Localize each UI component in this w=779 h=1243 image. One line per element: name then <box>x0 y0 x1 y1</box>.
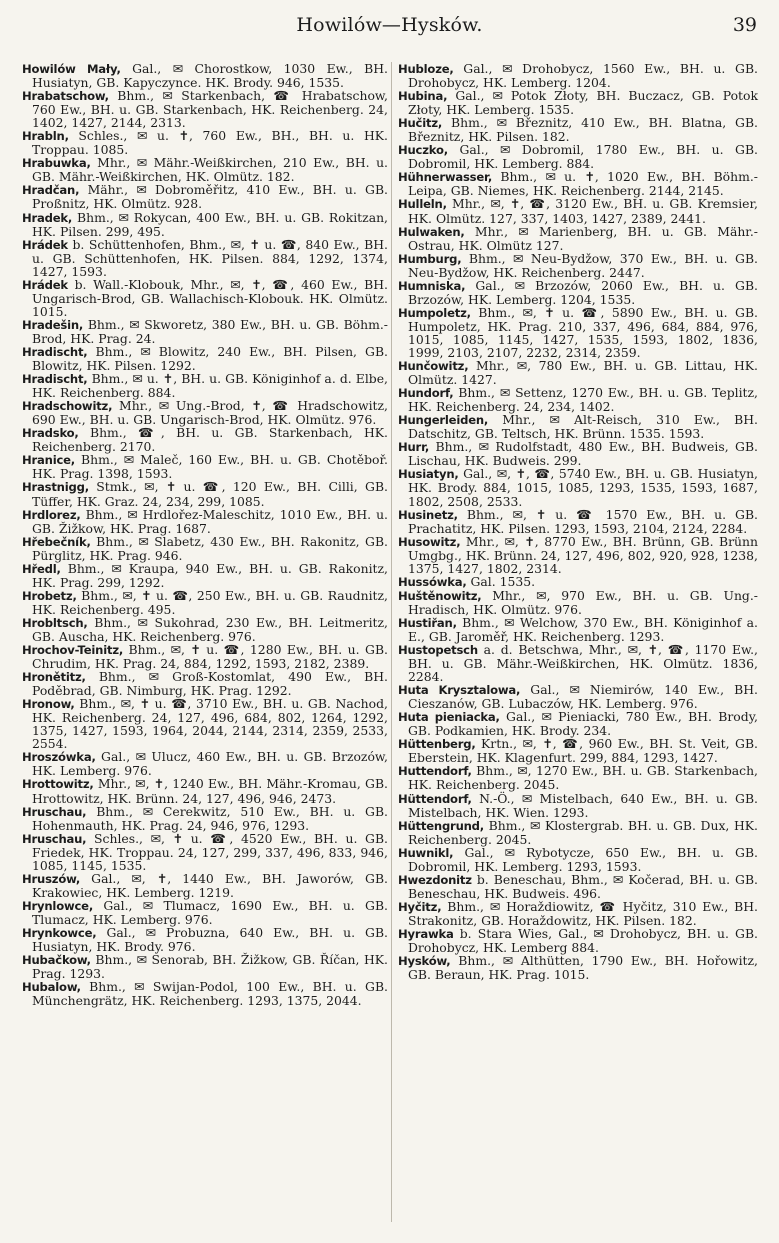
entry-details: Bhm., ✉ Skworetz, 380 Ew., BH. u. GB. Böhm.-Brod, HK. Prag. 24. <box>32 316 388 346</box>
gazetteer-entry <box>398 252 758 279</box>
place-name: Hüttengrund, <box>398 818 484 833</box>
place-name: Hwezdonitz <box>398 872 472 887</box>
place-name: Huštěnowitz, <box>398 588 482 603</box>
entry-details: Gal., ✉ Rybotycze, 650 Ew., BH. u. GB. Dobromil, HK. Lemberg. 1293, 1593. <box>408 844 758 874</box>
entry-details: Gal., ✉ Dobromil, 1780 Ew., BH. u. GB. Dobromil, HK. Lemberg. 884. <box>408 142 758 172</box>
gazetteer-entry <box>22 899 388 926</box>
gazetteer-entry <box>22 480 388 507</box>
entry-details: Mhr., ✉ Marienberg, BH. u. GB. Mähr.-Ostrau, HK. Olmütz 127. <box>408 223 758 253</box>
place-name: Hustopetsch <box>398 643 478 658</box>
place-name: Hubalow, <box>22 980 81 995</box>
place-name: Humburg, <box>398 251 462 266</box>
entry-details: Bhm., ✉ u. ✝, 1020 Ew., BH. Böhm.-Leipa, GB. Niemes, HK. Reichenberg. 2144, 2145. <box>408 169 758 199</box>
place-name: Hrottowitz, <box>22 777 94 792</box>
place-name: Hulleln, <box>398 197 447 212</box>
place-name: Hundorf, <box>398 386 454 401</box>
gazetteer-entry <box>22 953 388 980</box>
gazetteer-entry <box>22 777 388 804</box>
column-divider <box>391 62 392 1222</box>
entry-details: Bhm., ✉ Cerekwitz, 510 Ew., BH. u. GB. Hohenmauth, HK. Prag. 24, 946, 976, 1293. <box>32 803 388 833</box>
gazetteer-entry <box>22 508 388 535</box>
entry-details: Bhm., ✉ Starkenbach, ☎ Hrabatschow, 760 Ew., BH. u. GB. Starkenbach, HK. Reichenberg. 24, 1402, 1427, 2144, 2313. <box>32 88 388 131</box>
gazetteer-entry <box>398 62 758 89</box>
entry-details: Bhm., ✉, ✝ u. ☎, 250 Ew., BH. u. GB. Raudnitz, HK. Reichenberg. 495. <box>32 587 388 617</box>
gazetteer-entry <box>398 467 758 507</box>
entry-details: a. d. Betschwa, Mhr., ✉, ✝, ☎, 1170 Ew., BH. u. GB. Mähr.-Weißkirchen, HK. Olmütz. 1836, 2284. <box>408 642 758 685</box>
place-name: Hřebečník, <box>22 534 91 549</box>
gazetteer-entry <box>398 683 758 710</box>
gazetteer-entry <box>398 589 758 616</box>
place-name: Hubina, <box>398 89 448 104</box>
entry-details: Gal., ✉ Chorostkow, 1030 Ew., BH. Husiatyn, GB. Kapyczynce. HK. Brody. 946, 1535. <box>32 61 388 91</box>
place-name: Hronow, <box>22 697 75 712</box>
gazetteer-entry <box>398 116 758 143</box>
place-name: Hradischt, <box>22 372 88 387</box>
gazetteer-entry <box>22 426 388 453</box>
left-column <box>22 62 388 1007</box>
place-name: Hrabln, <box>22 129 69 144</box>
place-name: Hrabuwka, <box>22 156 91 171</box>
gazetteer-entry <box>398 927 758 954</box>
entry-details: Bhm., ✉, ✝ u. ☎ 1570 Ew., BH. u. GB. Prachatitz, HK. Pilsen. 1293, 1593, 2104, 2124, 2284. <box>408 506 758 536</box>
entry-details: Bhm., ✉ Groß-Kostomlat, 490 Ew., BH. Poděbrad, GB. Nimburg, HK. Prag. 1292. <box>32 669 388 699</box>
place-name: Hühnerwasser, <box>398 170 493 185</box>
entry-details: Bhm., ✉, ✝ u. ☎, 1280 Ew., BH. u. GB. Chrudim, HK. Prag. 24, 884, 1292, 1593, 2182, 2389. <box>32 642 388 672</box>
entry-details: b. Wall.-Klobouk, Mhr., ✉, ✝, ☎, 460 Ew., BH. Ungarisch-Brod, GB. Wallachisch-Klobouk. HK. Olmütz. 1015. <box>32 276 388 319</box>
entry-details: Bhm., ✉, ✝ u. ☎, 5890 Ew., BH. u. GB. Humpoletz, HK. Prag. 210, 337, 496, 684, 884, 976, 1015, 1085, 1145, 1427, 1535, 1593, 1802, 1836, 1999, 2103, 2107, 2232, 2314, 2359. <box>408 304 758 360</box>
page-number: 39 <box>732 14 757 36</box>
place-name: Hradešin, <box>22 317 84 332</box>
entry-details: Gal., ✉ Potok Złoty, BH. Buczacz, GB. Potok Złoty, HK. Lemberg. 1535. <box>408 88 758 118</box>
gazetteer-entry <box>22 372 388 399</box>
entry-details: Gal., ✉ Niemirów, 140 Ew., BH. Cieszanów, GB. Lubaczów, HK. Lemberg. 976. <box>408 682 758 712</box>
place-name: Hradek, <box>22 210 73 225</box>
place-name: Hrynlowce, <box>22 898 94 913</box>
place-name: Huczko, <box>398 143 448 158</box>
place-name: Hučitz, <box>398 116 443 131</box>
gazetteer-entry <box>22 535 388 562</box>
place-name: Hradischt, <box>22 344 88 359</box>
gazetteer-entry <box>398 737 758 764</box>
gazetteer-entry <box>398 225 758 252</box>
gazetteer-entry <box>22 129 388 156</box>
gazetteer-entry <box>398 846 758 873</box>
entry-details: N.-Ö., ✉ Mistelbach, 640 Ew., BH. u. GB. Mistelbach, HK. Wien. 1293. <box>408 790 758 820</box>
gazetteer-entry <box>22 616 388 643</box>
gazetteer-entry <box>22 805 388 832</box>
place-name: Hrobltsch, <box>22 615 88 630</box>
entry-details: Bhm., ✉ Slabetz, 430 Ew., BH. Rakonitz, GB. Pürglitz, HK. Prag. 946. <box>32 533 388 563</box>
gazetteer-entry <box>398 89 758 116</box>
place-name: Howilów Mały, <box>22 62 121 76</box>
gazetteer-entry <box>398 143 758 170</box>
entry-details: Bhm., ✉ Senorab, BH. Žižkow, GB. Říčan, HK. Prag. 1293. <box>32 952 388 982</box>
entry-details: Bhm., ✉ Rokycan, 400 Ew., BH. u. GB. Rokitzan, HK. Pilsen. 299, 495. <box>32 209 388 239</box>
gazetteer-entry <box>22 872 388 899</box>
place-name: Humniska, <box>398 278 466 293</box>
gazetteer-entry <box>22 980 388 1007</box>
place-name: Hubačkow, <box>22 953 91 968</box>
place-name: Hroszówka, <box>22 750 96 765</box>
gazetteer-entry <box>398 386 758 413</box>
entry-details: Mhr., ✉, ✝, ☎, 3120 Ew., BH. u. GB. Kremsier, HK. Olmütz. 127, 337, 1403, 1427, 2389, 2441. <box>408 196 758 226</box>
gazetteer-entry <box>398 197 758 224</box>
gazetteer-entry <box>22 750 388 777</box>
place-name: Huta Krysztalowa, <box>398 683 521 698</box>
gazetteer-entry <box>22 238 388 278</box>
entry-details: Bhm., ✉ Březnitz, 410 Ew., BH. Blatna, GB. Březnitz, HK. Pilsen. 182. <box>408 115 758 145</box>
entry-details: Bhm., ✉ Hrdlořez-Maleschitz, 1010 Ew., BH. u. GB. Žižkow, HK. Prag. 1687. <box>32 506 388 536</box>
gazetteer-entry <box>22 156 388 183</box>
place-name: Huwnikl, <box>398 845 454 860</box>
entry-details: Bhm., ✉ Sukohrad, 230 Ew., BH. Leitmeritz, GB. Auscha, HK. Reichenberg. 976. <box>32 614 388 644</box>
gazetteer-entry <box>398 170 758 197</box>
gazetteer-entry <box>398 819 758 846</box>
place-name: Hruszów, <box>22 871 81 886</box>
gazetteer-entry <box>22 278 388 318</box>
place-name: Hrochov-Teinitz, <box>22 643 124 658</box>
place-name: Hrdlorez, <box>22 507 81 522</box>
entry-details: Schles., ✉ u. ✝, 760 Ew., BH., BH. u. HK. Troppau. 1085. <box>32 128 388 158</box>
entry-details: Gal., ✉ Brzozów, 2060 Ew., BH. u. GB. Brzozów, HK. Lemberg. 1204, 1535. <box>408 277 758 307</box>
right-column <box>398 62 758 981</box>
page-title: Howilów—Hysków. <box>296 14 483 36</box>
entry-details: Mhr., ✉, 780 Ew., BH. u. GB. Littau, HK. Olmütz. 1427. <box>408 358 758 388</box>
place-name: Hronětitz, <box>22 670 86 685</box>
place-name: Huttendorf, <box>398 764 472 779</box>
entry-details: Gal., ✉, ✝, ☎, 5740 Ew., BH. u. GB. Husiatyn, HK. Brody. 884, 1015, 1085, 1293, 1535, 1593, 1687, 1802, 2508, 2533. <box>408 466 758 509</box>
entry-details: Bhm., ✉ Neu-Bydžow, 370 Ew., BH. u. GB. Neu-Bydžow, HK. Reichenberg. 2447. <box>408 250 758 280</box>
place-name: Hředl, <box>22 561 61 576</box>
gazetteer-entry <box>22 453 388 480</box>
gazetteer-entry <box>398 710 758 737</box>
entry-details: Bhm., ✉ Klostergrab. BH. u. GB. Dux, HK. Reichenberg. 2045. <box>408 817 758 847</box>
entry-details: Bhm., ✉ Rudolfstadt, 480 Ew., BH. Budweis, GB. Lischau, HK. Budweis. 299. <box>408 439 758 469</box>
place-name: Hysków, <box>398 954 451 969</box>
place-name: Hunčowitz, <box>398 359 469 374</box>
entry-details: Bhm., ✉ Horaždiowitz, ☎ Hyčitz, 310 Ew., BH. Strakonitz, GB. Horaždowitz, HK. Pilsen. 182. <box>408 898 758 928</box>
entry-details: b. Schüttenhofen, Bhm., ✉, ✝ u. ☎, 840 Ew., BH. u. GB. Schüttenhofen, HK. Pilsen. 884, 1292, 1374, 1427, 1593. <box>32 236 388 279</box>
place-name: Hubloze, <box>398 62 454 76</box>
entry-details: Mhr., ✉, ✝, 1240 Ew., BH. Mähr.-Kromau, GB. Hrottowitz, HK. Brünn. 24, 127, 496, 946, 2473. <box>32 776 388 806</box>
gazetteer-entry <box>22 562 388 589</box>
entry-details: Bhm., ✉, 1270 Ew., BH. u. GB. Starkenbach, HK. Reichenberg. 2045. <box>408 763 758 793</box>
place-name: Hurr, <box>398 440 430 455</box>
entry-details: Bhm., ✉ Maleč, 160 Ew., BH. u. GB. Chotěboř. HK. Prag. 1398, 1593. <box>32 452 388 482</box>
gazetteer-entry <box>22 318 388 345</box>
gazetteer-entry <box>398 306 758 359</box>
place-name: Hüttenberg, <box>398 737 476 752</box>
entry-details: Schles., ✉, ✝ u. ☎, 4520 Ew., BH. u. GB. Friedek, HK. Troppau. 24, 127, 299, 337, 496, 833, 946, 1085, 1145, 1535. <box>32 830 388 873</box>
place-name: Husiatyn, <box>398 467 459 482</box>
page-header <box>0 10 779 42</box>
entry-details: Gal., ✉, ✝, 1440 Ew., BH. Jaworów, GB. Krakowiec, HK. Lemberg. 1219. <box>32 870 388 900</box>
entry-details: b. Beneschau, Bhm., ✉ Kočerad, BH. u. GB. Beneschau, HK. Budweis. 496. <box>408 871 758 901</box>
place-name: Hruschau, <box>22 831 87 846</box>
entry-details: Gal., ✉ Tlumacz, 1690 Ew., BH. u. GB. Tlumacz, HK. Lemberg. 976. <box>32 897 388 927</box>
entry-details: Gal., ✉ Ulucz, 460 Ew., BH. u. GB. Brzozów, HK. Lemberg. 976. <box>32 749 388 779</box>
entry-details: Bhm., ✉, ✝ u. ☎, 3710 Ew., BH. u. GB. Nachod, HK. Reichenberg. 24, 127, 496, 684, 802, 1264, 1292, 1375, 1427, 1593, 1964, 2044, 2144, 2314, 2359, 2533, 2554. <box>32 696 388 752</box>
gazetteer-entry <box>22 589 388 616</box>
gazetteer-entry <box>22 211 388 238</box>
gazetteer-entry <box>398 616 758 643</box>
gazetteer-entry <box>398 413 758 440</box>
gazetteer-entry <box>398 900 758 927</box>
gazetteer-entry <box>398 792 758 819</box>
entry-details: Mhr., ✉, ✝, 8770 Ew., BH. Brünn, GB. Brünn Umgbg., HK. Brünn. 24, 127, 496, 802, 920, 928, 1238, 1375, 1427, 1802, 2314. <box>408 533 758 576</box>
gazetteer-entry <box>398 575 758 589</box>
gazetteer-entry <box>22 89 388 129</box>
place-name: Hranice, <box>22 453 76 468</box>
gazetteer-entry <box>22 345 388 372</box>
entry-details: Stmk., ✉, ✝ u. ☎, 120 Ew., BH. Cilli, GB. Tüffer, HK. Graz. 24, 234, 299, 1085. <box>32 479 388 509</box>
entry-details: Mhr., ✉ Alt-Reisch, 310 Ew., BH. Datschitz, GB. Teltsch, HK. Brünn. 1535. 1593. <box>408 412 758 442</box>
place-name: Hüttendorf, <box>398 791 472 806</box>
place-name: Hrabatschow, <box>22 89 109 104</box>
gazetteer-entry <box>398 764 758 791</box>
gazetteer-entry <box>398 535 758 575</box>
entry-details: Gal., ✉ Probuzna, 640 Ew., BH. u. GB. Husiatyn, HK. Brody. 976. <box>32 925 388 955</box>
place-name: Hruschau, <box>22 804 87 819</box>
place-name: Hungerleiden, <box>398 413 489 428</box>
place-name: Hrynkowce, <box>22 926 97 940</box>
gazetteer-entry <box>22 399 388 426</box>
gazetteer-entry <box>22 670 388 697</box>
gazetteer-entry <box>22 62 388 89</box>
place-name: Husinetz, <box>398 507 458 522</box>
place-name: Hussówka, <box>398 574 467 589</box>
place-name: Husowitz, <box>398 534 461 549</box>
gazetteer-entry <box>398 359 758 386</box>
entry-details: Bhm., ✉ Althütten, 1790 Ew., BH. Hořowitz, GB. Beraun, HK. Prag. 1015. <box>408 953 758 983</box>
entry-details: Mhr., ✉ Mähr.-Weißkirchen, 210 Ew., BH. u. GB. Mähr.-Weißkirchen, HK. Olmütz. 182. <box>32 155 388 185</box>
gazetteer-entry <box>22 926 388 953</box>
gazetteer-entry <box>398 873 758 900</box>
gazetteer-entry <box>398 508 758 535</box>
place-name: Hyčitz, <box>398 899 442 914</box>
entry-details: Bhm., ✉ Blowitz, 240 Ew., BH. Pilsen, GB. Blowitz, HK. Pilsen. 1292. <box>32 343 388 374</box>
gazetteer-entry <box>398 643 758 683</box>
entry-details: Bhm., ✉ Kraupa, 940 Ew., BH. u. GB. Rakonitz, HK. Prag. 299, 1292. <box>32 560 388 590</box>
entry-details: Mähr., ✉ Dobroměřitz, 410 Ew., BH. u. GB. Proßnitz, HK. Olmütz. 928. <box>32 182 388 212</box>
place-name: Huta pieniacka, <box>398 710 500 725</box>
entry-details: Gal. 1535. <box>466 573 536 589</box>
entry-details: Bhm., ✉ Settenz, 1270 Ew., BH. u. GB. Teplitz, HK. Reichenberg. 24, 234, 1402. <box>408 385 758 415</box>
entry-details: Gal., ✉ Pieniacki, 780 Ew., BH. Brody, GB. Podkamien, HK. Brody. 234. <box>408 709 758 739</box>
place-name: Hustiřan, <box>398 615 457 630</box>
place-name: Hradsko, <box>22 426 79 441</box>
gazetteer-entry <box>22 832 388 872</box>
entry-details: Bhm., ✉ u. ✝, BH. u. GB. Königinhof a. d. Elbe, HK. Reichenberg. 884. <box>32 371 388 401</box>
gazetteer-entry <box>398 440 758 467</box>
entry-details: Krtn., ✉, ✝, ☎, 960 Ew., BH. St. Veit, GB. Eberstein, HK. Klagenfurt. 299, 884, 1293, 1427. <box>408 736 758 766</box>
entry-details: Bhm., ✉ Swijan-Podol, 100 Ew., BH. u. GB. Münchengrätz, HK. Reichenberg. 1293, 1375, 2044. <box>32 979 388 1009</box>
entry-details: b. Stara Wies, Gal., ✉ Drohobycz, BH. u. GB. Drohobycz, HK. Lemberg 884. <box>408 926 758 956</box>
place-name: Hrastnigg, <box>22 480 89 495</box>
place-name: Hyrawka <box>398 927 454 941</box>
gazetteer-entry <box>22 643 388 670</box>
place-name: Hradčan, <box>22 183 80 198</box>
entry-details: Mhr., ✉, 970 Ew., BH. u. GB. Ung.-Hradisch, HK. Olmütz. 976. <box>408 587 758 617</box>
place-name: Hradschowitz, <box>22 399 113 414</box>
place-name: Humpoletz, <box>398 305 471 320</box>
entry-details: Gal., ✉ Drohobycz, 1560 Ew., BH. u. GB. Drohobycz, HK. Lemberg. 1204. <box>408 61 758 91</box>
gazetteer-entry <box>398 279 758 306</box>
place-name: Hrádek <box>22 237 68 252</box>
entry-details: Mhr., ✉ Ung.-Brod, ✝, ☎ Hradschowitz, 690 Ew., BH. u. GB. Ungarisch-Brod, HK. Olmütz. 976. <box>32 398 388 428</box>
entry-details: Bhm., ✉ Welchow, 370 Ew., BH. Königinhof a. E., GB. Jaroměř, HK. Reichenberg. 1293. <box>408 614 758 644</box>
entry-details: Bhm., ☎, BH. u. GB. Starkenbach, HK. Reichenberg. 2170. <box>32 425 388 455</box>
gazetteer-entry <box>398 954 758 981</box>
gazetteer-entry <box>22 697 388 750</box>
place-name: Hrobetz, <box>22 588 77 603</box>
place-name: Hrádek <box>22 277 68 292</box>
gazetteer-entry <box>22 183 388 210</box>
place-name: Hulwaken, <box>398 224 465 239</box>
